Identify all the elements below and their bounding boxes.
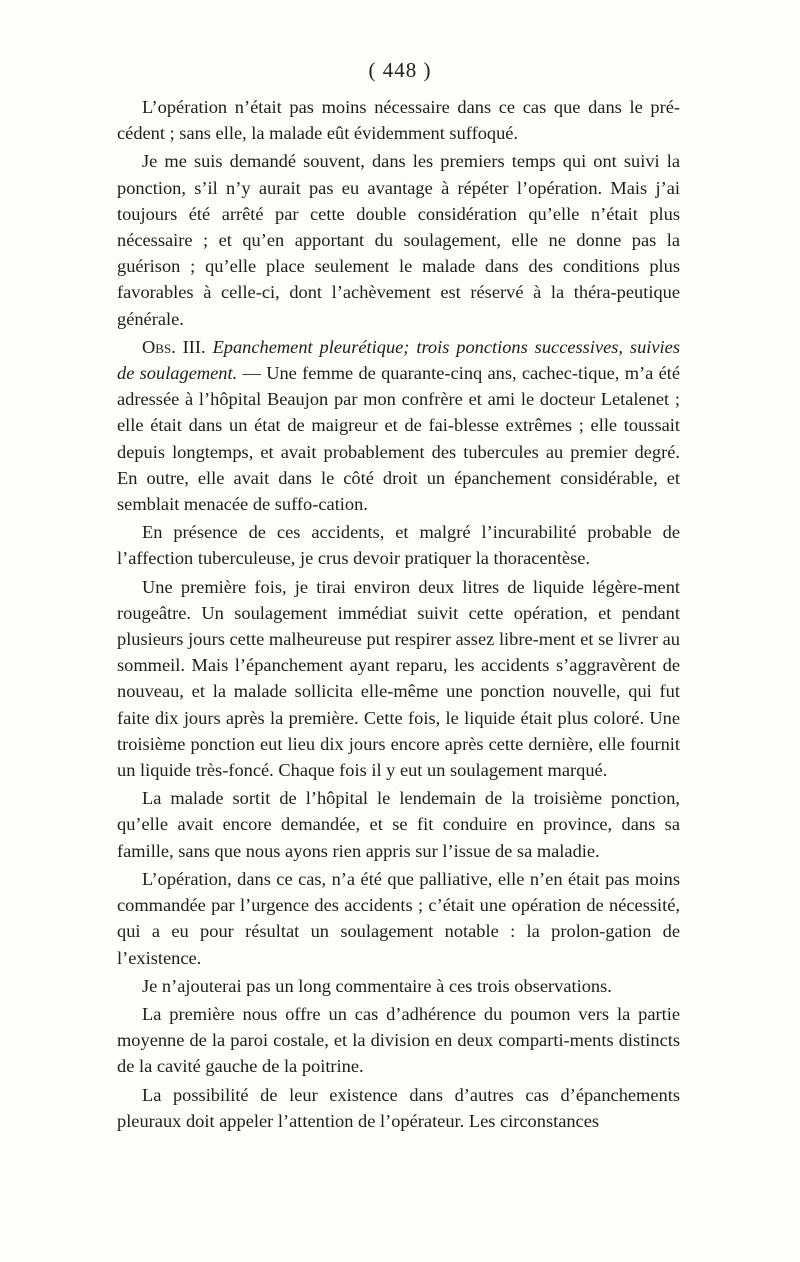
paragraph-6 (117, 785, 680, 864)
paragraph-1 (117, 94, 680, 146)
paragraph-5-text: Une première fois, je tirai environ deux litres de liquide légère-ment rougeâtre. Un soulagement immédiat suivit cette opération, et pendant plusieurs jours cette malheureuse put respirer assez libre-ment et se livrer au sommeil. Mais l’épanchement ayant reparu, les accidents s’aggravèrent de nouveau, et la malade sollicita elle-même une ponction nouvelle, qui fut faite dix jours après la première. Cette fois, le liquide était plus coloré. Une troisième ponction eut lieu dix jours encore après cette dernière, elle fournit un liquide très-foncé. Chaque fois il y eut un soulagement marqué. (117, 576, 680, 781)
paragraph-2 (117, 148, 680, 331)
paragraph-2-text: Je me suis demandé souvent, dans les premiers temps qui ont suivi la ponction, s’il n’y aurait pas eu avantage à répéter l’opération. Mais j’ai toujours été arrêté par cette double considération qu’elle n’était plus nécessaire ; et qu’en apportant du soulagement, elle ne donne pas la guérison ; qu’elle place seulement le malade dans des conditions plus favorables à celle-ci, dont l’achèvement est réservé à la théra-peutique générale. (117, 151, 680, 329)
paragraph-4-text: En présence de ces accidents, et malgré l’incurabilité probable de l’affection tuberculeuse, je crus devoir pratiquer la thoracentèse. (117, 522, 680, 569)
paragraph-1-text: L’opération n’était pas moins nécessaire dans ce cas que dans le pré-cédent ; sans elle, la malade eût évidemment suffoqué. (117, 97, 680, 144)
paragraph-8-text: Je n’ajouterai pas un long commentaire à ces trois observations. (142, 975, 612, 996)
paragraph-7-text: L’opération, dans ce cas, n’a été que palliative, elle n’en était pas moins commandée par l’urgence des accidents ; c’était une opération de nécessité, qui a eu pour résultat un soulagement notable : la prolon-gation de l’existence. (117, 868, 680, 968)
paragraph-4 (117, 519, 680, 571)
page-number: ( 448 ) (368, 58, 432, 82)
observation-3-text: — Une femme de quarante-cinq ans, cachec-tique, m’a été adressée à l’hôpital Beaujon par mon confrère et ami le docteur Letalenet ; elle était dans un état de maigreur et de fai-blesse extrêmes ; elle toussait depuis longtemps, et avait probablement des tubercules au premier degré. En outre, elle avait dans le côté droit un épanchement considérable, et semblait menacée de suffo-cation. (117, 363, 681, 515)
paragraph-8 (117, 973, 680, 999)
observation-title: Epanchement pleurétique; trois ponctions successives, suivies de soulagement. (117, 336, 680, 384)
observation-3-paragraph (117, 334, 680, 517)
paragraph-7 (117, 866, 680, 971)
paragraph-10-text: La possibilité de leur existence dans d’autres cas d’épanchements pleuraux doit appeler l’attention de l’opérateur. Les circonstances (117, 1084, 680, 1131)
paragraph-9 (117, 1001, 680, 1080)
paragraph-5 (117, 574, 680, 784)
observation-label: Obs. III. (142, 336, 206, 357)
paragraph-10 (117, 1082, 680, 1134)
paragraph-9-text: La première nous offre un cas d’adhérence du poumon vers la partie moyenne de la paroi costale, et la division en deux comparti-ments distincts de la cavité gauche de la poitrine. (117, 1003, 680, 1077)
paragraph-6-text: La malade sortit de l’hôpital le lendemain de la troisième ponction, qu’elle avait encore demandée, et se fit conduire en province, dans sa famille, sans que nous ayons rien appris sur l’issue de sa maladie. (117, 788, 680, 861)
body-text (117, 94, 680, 1134)
